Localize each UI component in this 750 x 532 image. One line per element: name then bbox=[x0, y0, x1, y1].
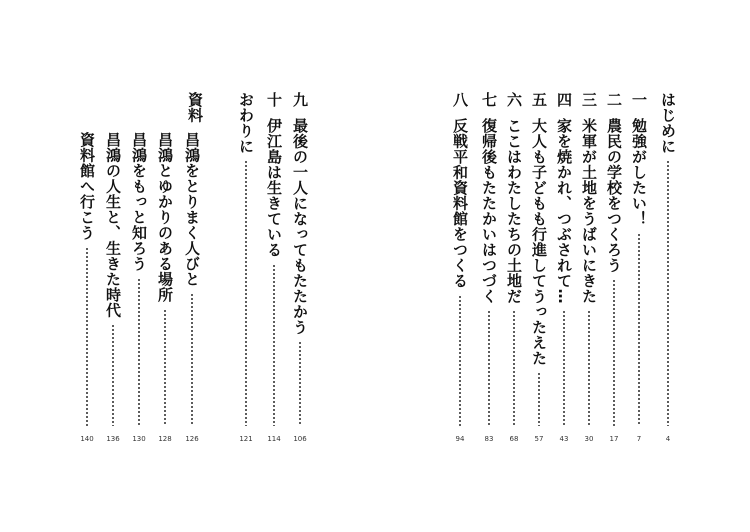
entry-title: 復帰後もたたかいはつづく bbox=[480, 118, 498, 304]
page-number: 121 bbox=[239, 435, 253, 443]
toc-entry bbox=[502, 92, 526, 452]
chapter-number: 五 bbox=[530, 92, 548, 107]
entry-title: 昌鴻をとりまく人びと bbox=[183, 132, 201, 287]
dot-leader bbox=[86, 247, 88, 427]
page-number: 7 bbox=[636, 435, 642, 443]
toc-entry bbox=[477, 92, 501, 452]
page-number: 126 bbox=[185, 435, 199, 443]
dot-leader bbox=[613, 279, 615, 426]
page-number: 128 bbox=[158, 435, 172, 443]
dot-leader bbox=[459, 295, 461, 427]
entry-title: 農民の学校をつくろう bbox=[605, 118, 623, 273]
entry-title: 最後の一人になってもたたかう bbox=[291, 118, 309, 335]
entry-title: 大人も子どもも行進してうったえた bbox=[530, 118, 548, 366]
dot-leader bbox=[588, 310, 590, 426]
dot-leader bbox=[563, 310, 565, 426]
chapter-number: 三 bbox=[580, 92, 598, 107]
entry-title: 昌鴻の人生と、生きた時代 bbox=[104, 132, 122, 318]
entry-title: 勉強がしたい！ bbox=[630, 118, 648, 227]
dot-leader bbox=[538, 372, 540, 426]
entry-title: 反戦平和資料館をつくる bbox=[451, 118, 469, 289]
page-number: 83 bbox=[484, 435, 494, 443]
chapter-number: 一 bbox=[630, 92, 648, 107]
chapter-number: 八 bbox=[451, 92, 469, 107]
page-number: 94 bbox=[455, 435, 465, 443]
page-number: 4 bbox=[665, 435, 671, 443]
chapter-number: 六 bbox=[505, 92, 523, 107]
entry-title: 家を焼かれ、つぶされて… bbox=[555, 118, 573, 304]
dot-leader bbox=[164, 309, 166, 427]
page-number: 43 bbox=[559, 435, 569, 443]
appendix-entry bbox=[180, 92, 204, 452]
appendix-entry bbox=[75, 92, 99, 452]
dot-leader bbox=[112, 324, 114, 426]
toc-entry bbox=[448, 92, 472, 452]
entry-title: 資料館へ行こう bbox=[78, 132, 96, 241]
toc-entry bbox=[627, 92, 651, 452]
dot-leader bbox=[488, 310, 490, 426]
chapter-number: 七 bbox=[480, 92, 498, 107]
appendix-heading-label: 資料 bbox=[186, 92, 204, 123]
chapter-number: 九 bbox=[291, 92, 309, 107]
toc-entry bbox=[656, 92, 680, 452]
page-number: 130 bbox=[132, 435, 146, 443]
toc-entry bbox=[602, 92, 626, 452]
dot-leader bbox=[138, 278, 140, 427]
toc-entry bbox=[577, 92, 601, 452]
toc-entry bbox=[288, 92, 312, 452]
entry-title: ここはわたしたちの土地だ bbox=[505, 118, 523, 304]
chapter-number: 二 bbox=[605, 92, 623, 107]
chapter-number: 十 bbox=[265, 92, 283, 107]
dot-leader bbox=[299, 341, 301, 426]
page-number: 114 bbox=[267, 435, 281, 443]
dot-leader bbox=[273, 264, 275, 427]
entry-title: はじめに bbox=[659, 92, 677, 154]
dot-leader bbox=[638, 233, 640, 427]
appendix-entry bbox=[153, 92, 177, 452]
page-number: 17 bbox=[609, 435, 619, 443]
entry-title: 昌鴻をもっと知ろう bbox=[130, 132, 148, 272]
dot-leader bbox=[513, 310, 515, 426]
chapter-number: 四 bbox=[555, 92, 573, 107]
page-number: 57 bbox=[534, 435, 544, 443]
dot-leader bbox=[667, 160, 669, 426]
toc-entry bbox=[234, 92, 258, 452]
page-number: 68 bbox=[509, 435, 519, 443]
page-number: 30 bbox=[584, 435, 594, 443]
page-number: 136 bbox=[106, 435, 120, 443]
entry-title: 伊江島は生きている bbox=[265, 118, 283, 258]
dot-leader bbox=[191, 293, 193, 426]
appendix-entry bbox=[101, 92, 125, 452]
entry-title: おわりに bbox=[237, 92, 255, 154]
toc-entry bbox=[527, 92, 551, 452]
dot-leader bbox=[245, 160, 247, 426]
page-number: 106 bbox=[293, 435, 307, 443]
page-number: 140 bbox=[80, 435, 94, 443]
entry-title: 米軍が土地をうばいにきた bbox=[580, 118, 598, 304]
toc-entry bbox=[552, 92, 576, 452]
toc-entry bbox=[262, 92, 286, 452]
entry-title: 昌鴻とゆかりのある場所 bbox=[156, 132, 174, 303]
appendix-entry bbox=[127, 92, 151, 452]
